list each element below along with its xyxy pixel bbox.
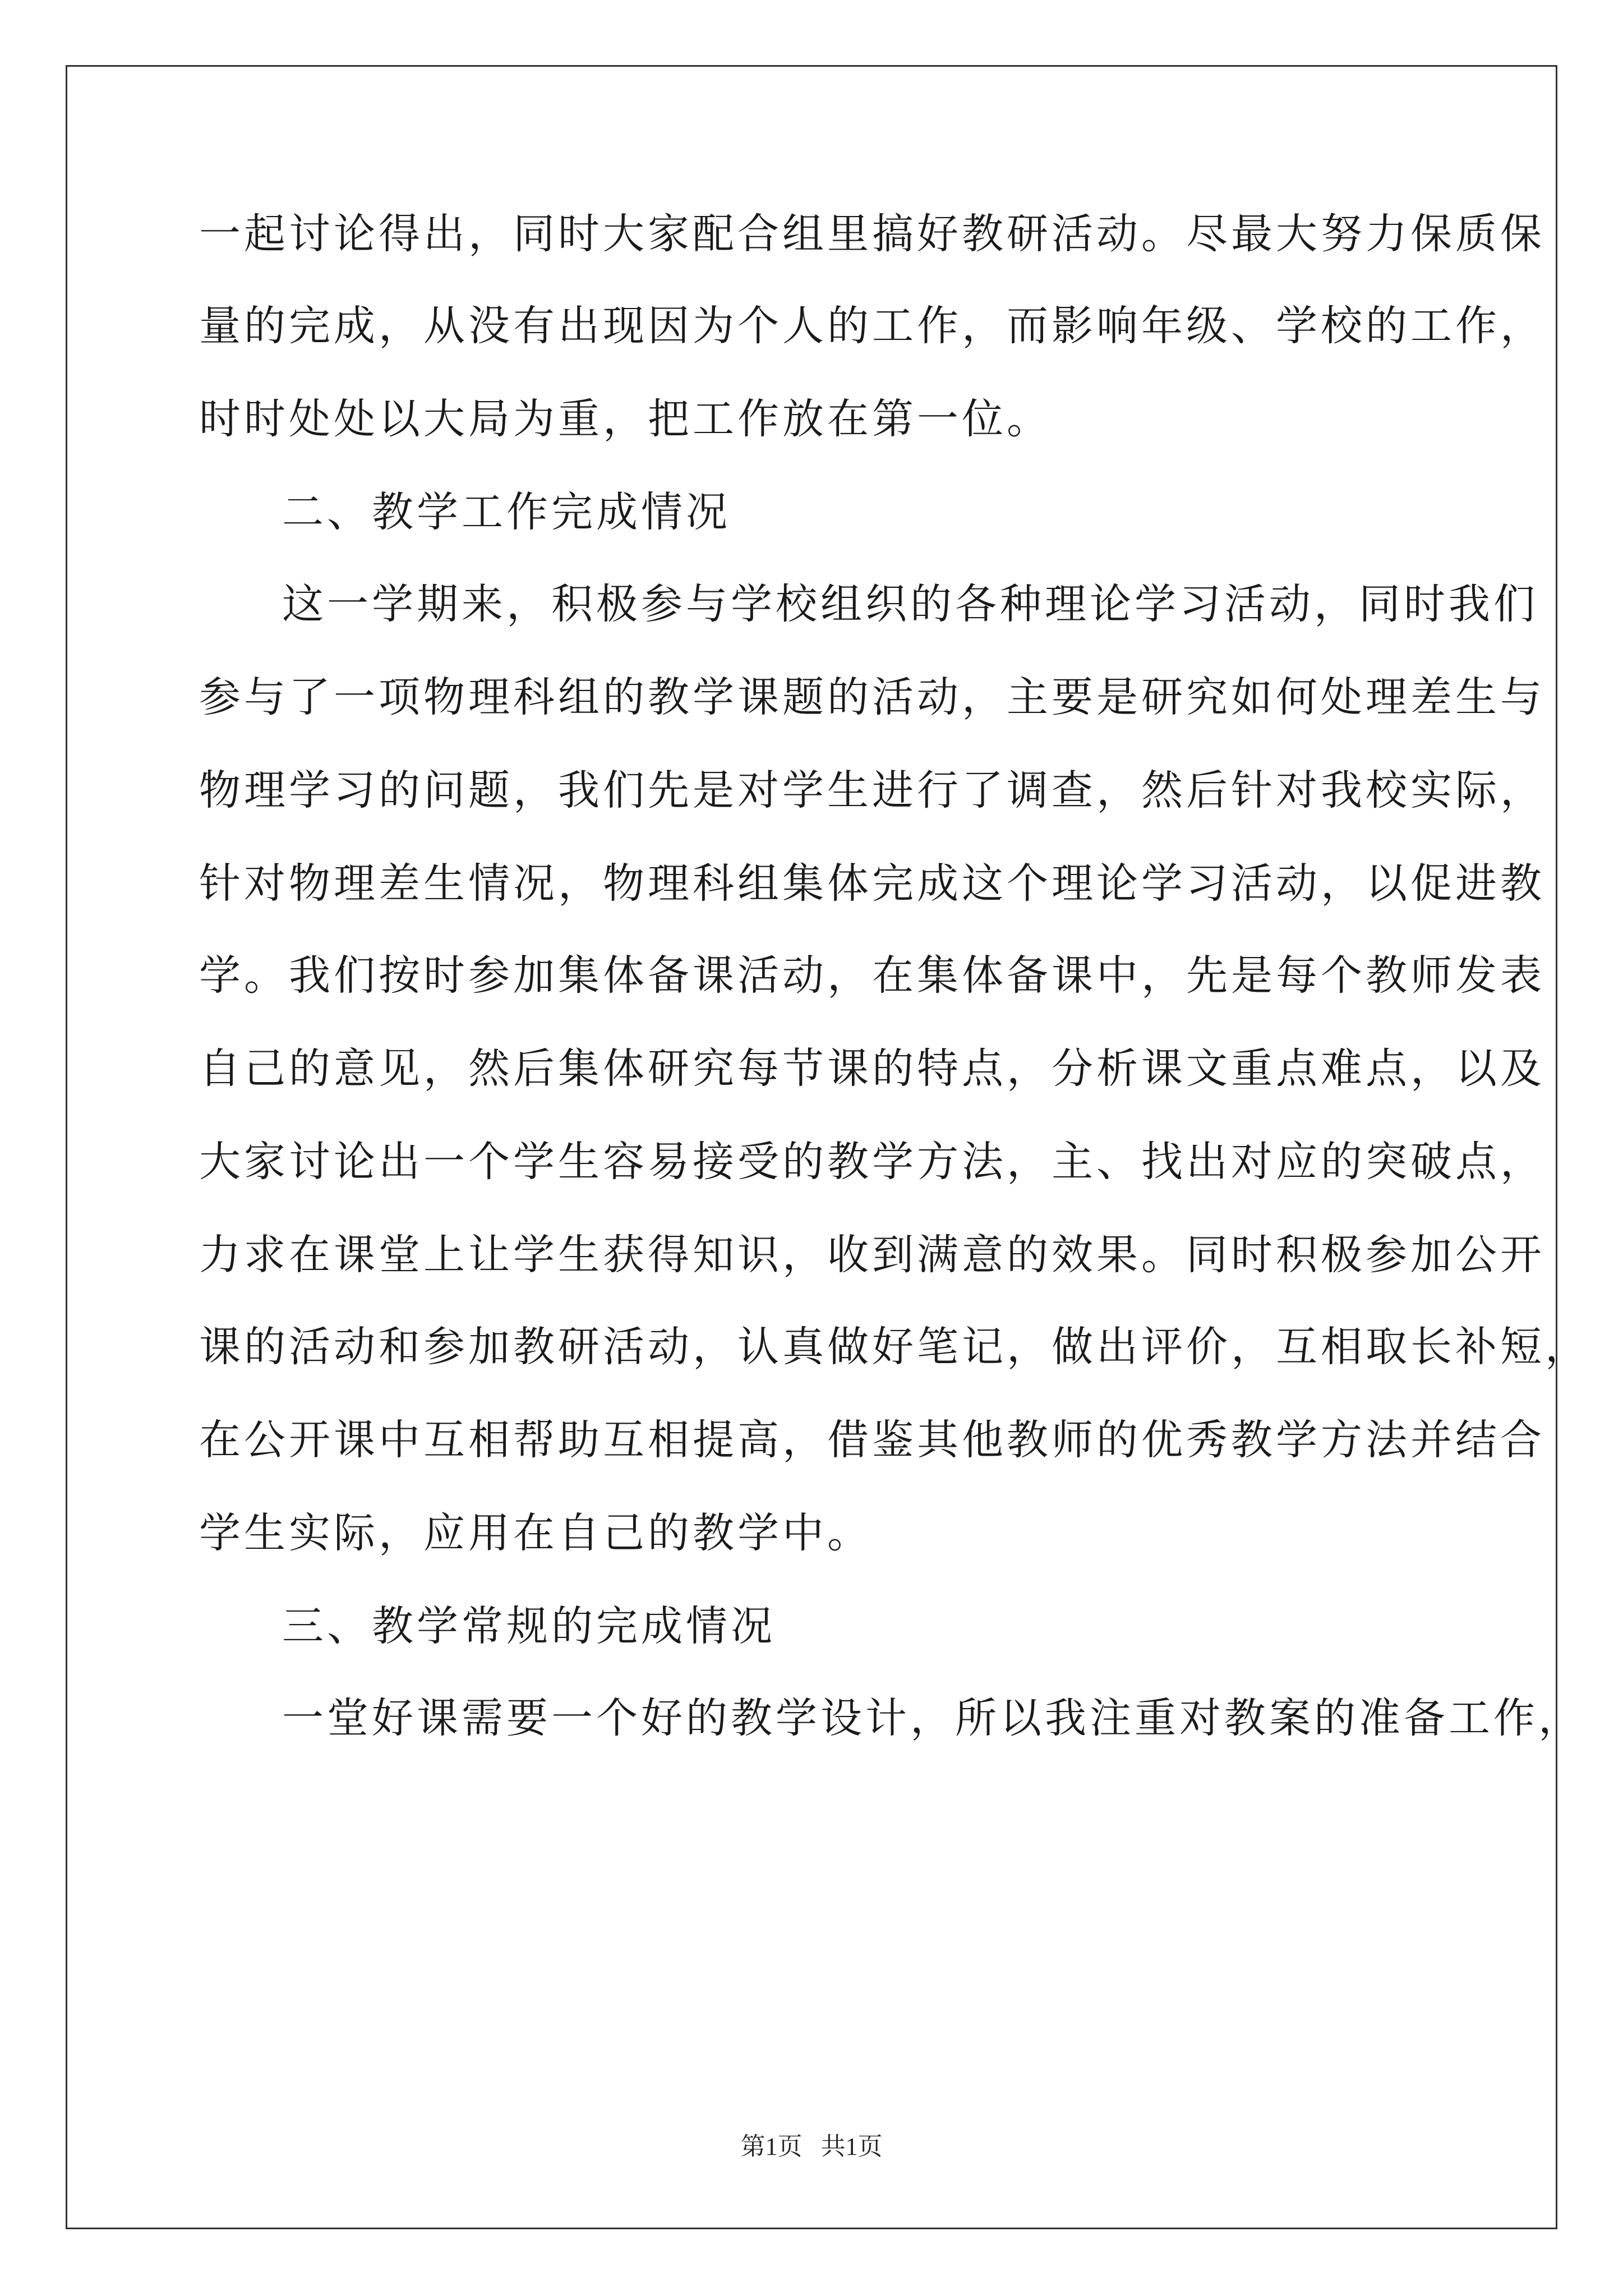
text-line: 学生实际，应用在自己的教学中。 [199,1509,872,1557]
text-line: 一起讨论得出，同时大家配合组里搞好教研活动。尽最大努力保质保 [199,210,1545,258]
text-line: 在公开课中互相帮助互相提高，借鉴其他教师的优秀教学方法并结合 [199,1416,1545,1464]
text-line: 大家讨论出一个学生容易接受的教学方法，主、找出对应的突破点， [199,1138,1545,1186]
text-line: 力求在课堂上让学生获得知识，收到满意的效果。同时积极参加公开 [199,1231,1545,1279]
section-heading: 三、教学常规的完成情况 [282,1602,776,1650]
text-line: 自己的意见，然后集体研究每节课的特点，分析课文重点难点，以及 [199,1045,1545,1093]
text-line: 这一学期来，积极参与学校组织的各种理论学习活动，同时我们 [282,580,1538,628]
text-line: 时时处处以大局为重，把工作放在第一位。 [199,395,1052,443]
text-line: 课的活动和参加教研活动，认真做好笔记，做出评价，互相取长补短， [199,1323,1590,1371]
page-number-footer: 第1页 共1页 [740,2133,883,2160]
section-heading: 二、教学工作完成情况 [282,488,731,536]
text-line: 学。我们按时参加集体备课活动，在集体备课中，先是每个教师发表 [199,951,1545,1000]
text-line: 针对物理差生情况，物理科组集体完成这个理论学习活动，以促进教 [199,859,1545,908]
text-line: 物理学习的问题，我们先是对学生进行了调查，然后针对我校实际， [199,766,1545,815]
text-line: 一堂好课需要一个好的教学设计，所以我注重对教案的准备工作， [282,1694,1583,1742]
text-line: 量的完成，从没有出现因为个人的工作，而影响年级、学校的工作， [199,302,1545,350]
text-line: 参与了一项物理科组的教学课题的活动，主要是研究如何处理差生与 [199,673,1545,721]
